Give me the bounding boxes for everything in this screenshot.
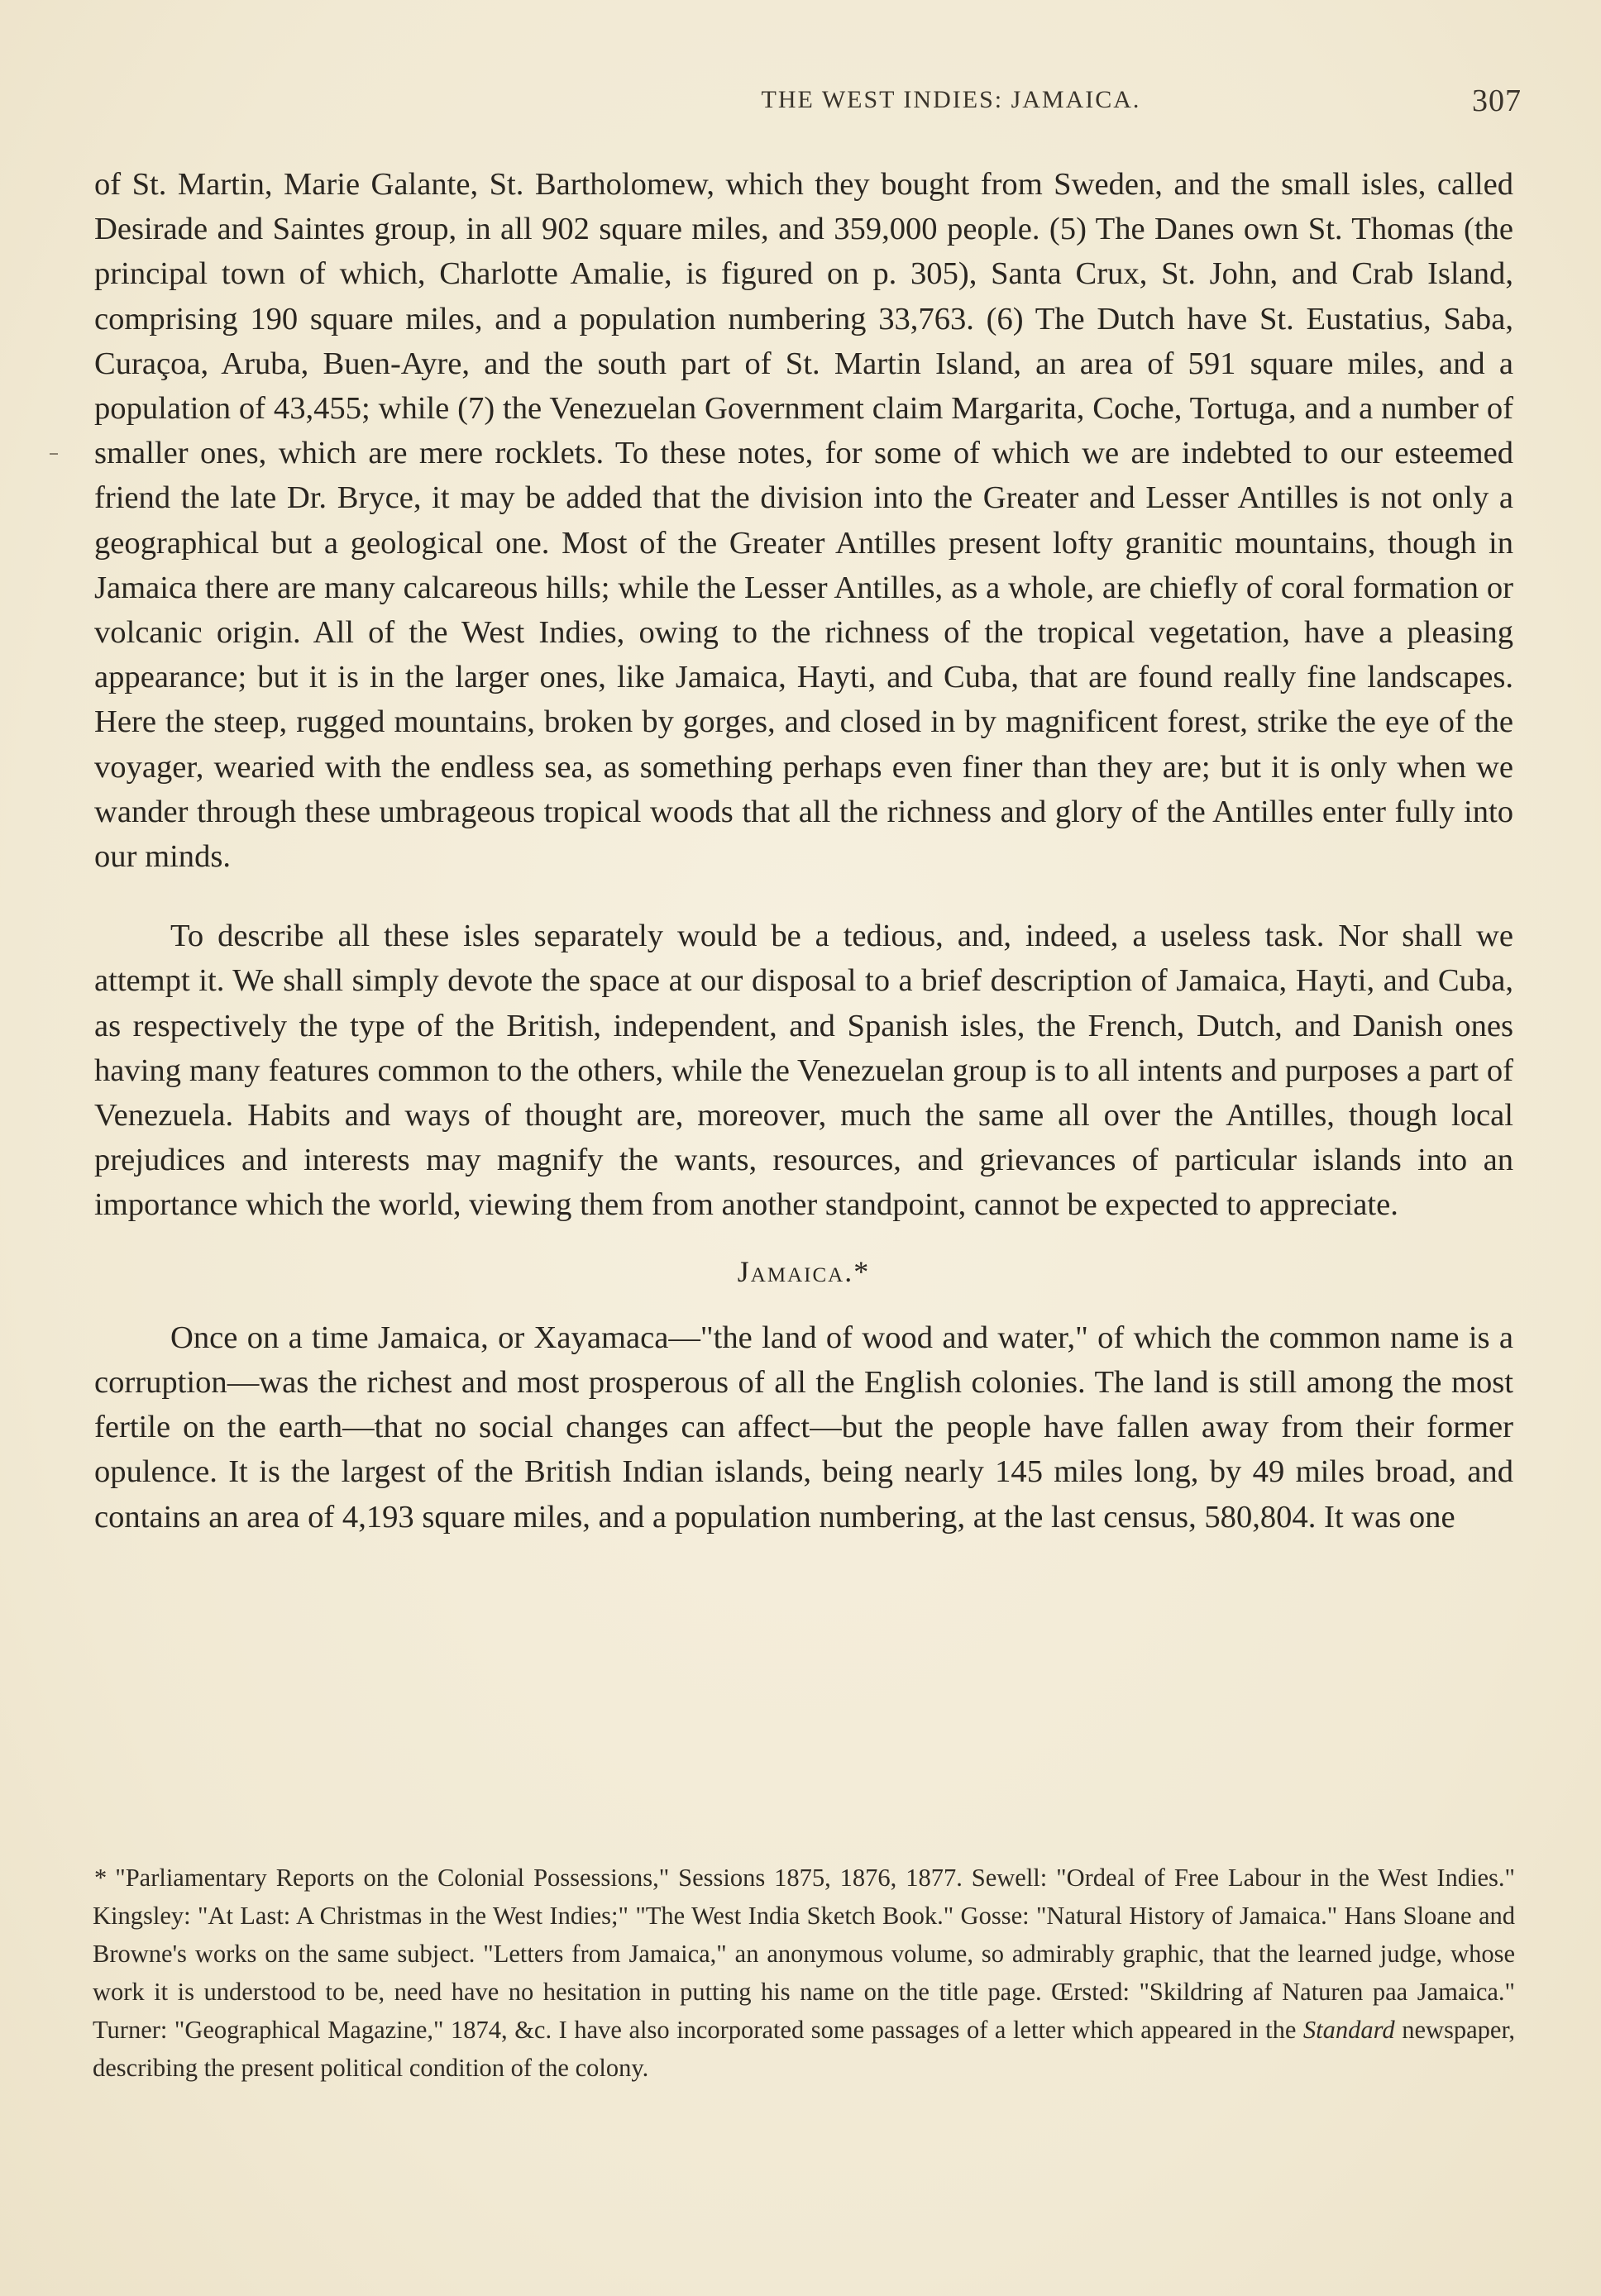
- footnote-text: "Parliamentary Reports on the Colonial Possessions," Sessions 1875, 1876, 1877. Sewell: "Ordeal of Free Labour in the West Indies." Kingsley: "At Last: A Christmas in the West Indies;" "The West India Sketch Book." Gosse: "Natural History of Jamaica." Hans Sloane and Browne's works on the same subject. "Letters from Jamaica," an anonymous volume, so admirably graphic, that the learned judge, whose work it is understood to be, need have no hesitation in putting his name on the title page. Œrsted: "Skildring af Naturen paa Jamaica." Turner: "Geographical Magazine," 1874, &c. I have also incorporated some passages of a letter which appeared in the: [93, 1864, 1515, 2044]
- margin-mark: [50, 453, 58, 455]
- footnote-text-end: newspaper, describing the present political condition of the colony.: [93, 2016, 1516, 2082]
- paragraph-jamaica: Once on a time Jamaica, or Xayamaca—"the land of wood and water," of which the common name is a corruption—was the richest and most prosperous of all the English colonies. The land is still among the most fertile on the earth—that no social changes can affect—but the people have fallen away from their former opulence. It is the largest of the British Indian islands, being nearly 145 miles long, by 49 miles broad, and contains an area of 4,193 square miles, and a population numbering, at the last census, 580,804. It was one: [94, 1320, 1513, 1535]
- paragraph-continuation: of St. Martin, Marie Galante, St. Bartholomew, which they bought from Sweden, and the small isles, called Desirade and Saintes group, in all 902 square miles, and 359,000 people. (5) The Danes own St. Thomas (the principal town of which, Charlotte Amalie, is figured on p. 305), Santa Crux, St. John, and Crab Island, comprising 190 square miles, and a population numbering 33,763. (6) The Dutch have St. Eustatius, Saba, Curaçoa, Aruba, Buen-Ayre, and the south part of St. Martin Island, an area of 591 square miles, and a population of 43,455; while (7) the Venezuelan Government claim Margarita, Coche, Tortuga, and a number of smaller ones, which are mere rocklets. To these notes, for some of which we are indebted to our esteemed friend the late Dr. Bryce, it may be added that the division into the Greater and Lesser Antilles is not only a geographical but a geological one. Most of the Greater Antilles present lofty granitic mountains, though in Jamaica there are many calcareous hills; while the Lesser Antilles, as a whole, are chiefly of coral formation or volcanic origin. All of the West Indies, owing to the richness of the tropical vegetation, have a pleasing appearance; but it is in the larger ones, like Jamaica, Hayti, and Cuba, that are found really fine landscapes. Here the steep, rugged mountains, broken by gorges, and closed in by magnificent forest, strike the eye of the voyager, wearied with the endless sea, as something perhaps even finer than they are; but it is only when we wander through these umbrageous tropical woods that all the richness and glory of the Antilles enter fully into our minds.: [94, 167, 1513, 875]
- body-text: [94, 162, 1513, 1539]
- footnote: [93, 1859, 1515, 2087]
- running-title: THE WEST INDIES: JAMAICA.: [761, 86, 1141, 113]
- footnote-marker: *: [94, 1864, 108, 1892]
- page-number: 307: [1472, 84, 1522, 118]
- section-heading-jamaica: Jamaica.*: [737, 1254, 871, 1288]
- paragraph-describe-isles: To describe all these isles separately would be a tedious, and, indeed, a useless task. Nor shall we attempt it. We shall simply devote the space at our disposal to a brief description of Jamaica, Hayti, and Cuba, as respectively the type of the British, independent, and Spanish isles, the French, Dutch, and Danish ones having many features common to the others, while the Venezuelan group is to all intents and purposes a part of Venezuela. Habits and ways of thought are, moreover, much the same all over the Antilles, though local prejudices and interests may magnify the wants, resources, and grievances of particular islands into an importance which the world, viewing them from another standpoint, cannot be expected to appreciate.: [94, 919, 1513, 1223]
- footnote-italic-standard: Standard: [1302, 2016, 1395, 2044]
